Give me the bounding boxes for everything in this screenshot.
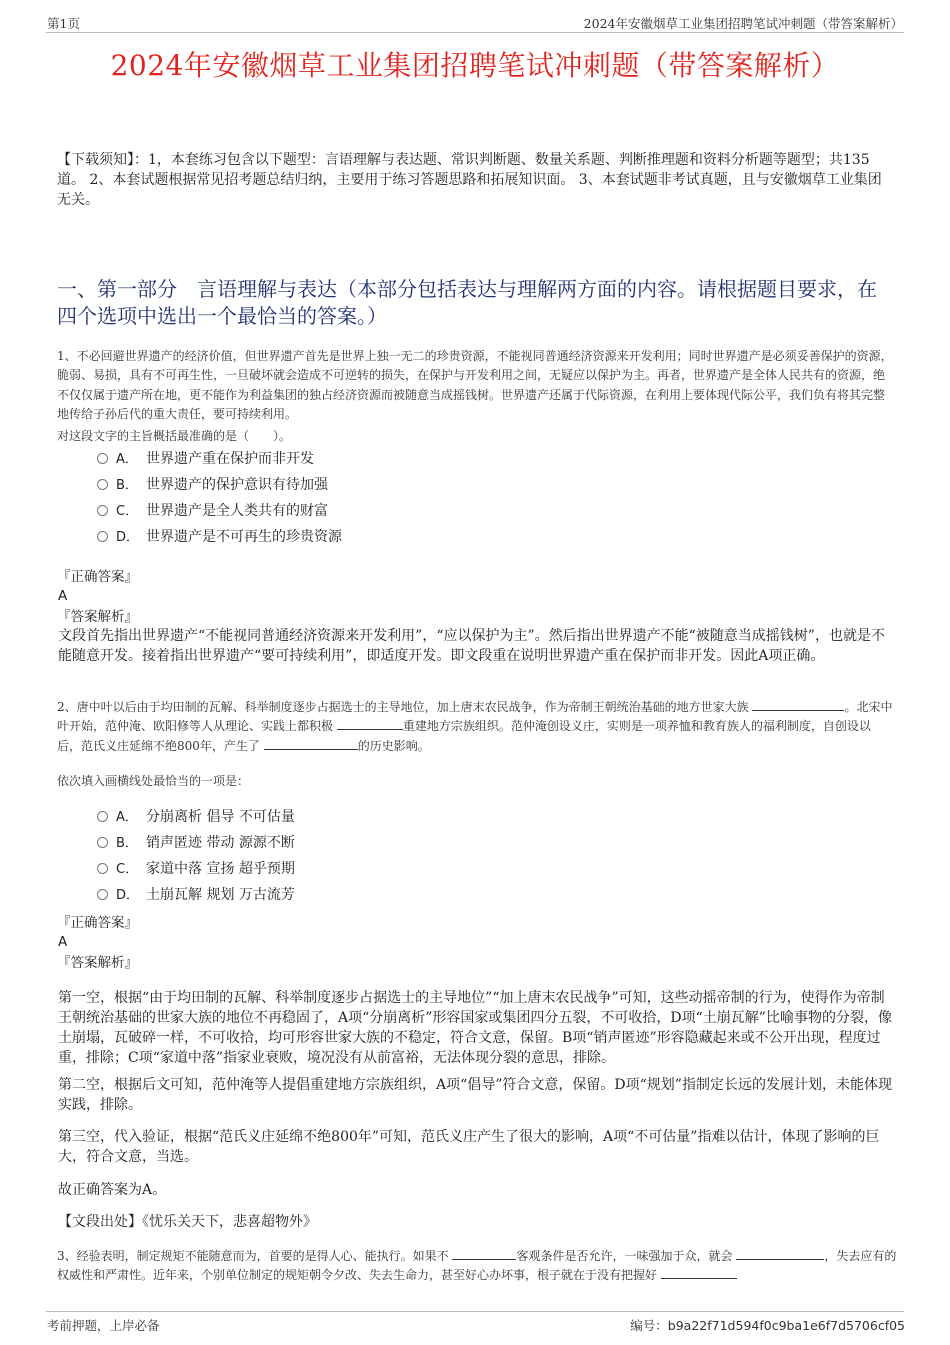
footer-slogan: 考前押题，上岸必备: [47, 1318, 160, 1333]
option-letter: B．: [116, 836, 138, 851]
radio-icon[interactable]: [97, 889, 108, 900]
footer-code-label: 编号：: [630, 1318, 668, 1333]
q2-answer-label: 『正确答案』: [57, 915, 138, 931]
radio-icon[interactable]: [97, 811, 108, 822]
q3-text-part: ，失去应有的权威性和严肃性。近年来，个别单位制定的规矩朝令夕改、失去生命力，甚至好心办坏事，根子就在于没有把握好: [57, 1249, 897, 1283]
q2-text-part: 2、唐中叶以后由于均田制的瓦解、科举制度逐步占据选士的主导地位，加上唐末农民战争，作为帝制王朝统治基础的地方世家大族: [57, 700, 749, 714]
section-heading: 一、第一部分 言语理解与表达（本部分包括表达与理解两方面的内容。请根据题目要求，在四个选项中选出一个最恰当的答案。）: [57, 277, 877, 328]
q1-option-c[interactable]: [97, 500, 328, 522]
q2-analysis-p2: 第二空，根据后文可知，范仲淹等人提倡重建地方宗族组织，A项“倡导”符合文意，保留。D项“规划”指制定长远的发展计划，未能体现实践，排除。: [58, 1077, 892, 1113]
q2-source: 【文段出处】《忧乐关天下，悲喜超物外》: [58, 1214, 317, 1230]
q1-option-a[interactable]: [97, 448, 314, 470]
q2-option-b[interactable]: [97, 832, 295, 854]
q1-option-b[interactable]: [97, 474, 328, 496]
question-3-text: [57, 1247, 897, 1286]
header-doc-title: 2024年安徽烟草工业集团招聘笔试冲刺题（带答案解析）: [583, 16, 903, 31]
fill-blank: [452, 1247, 516, 1260]
option-text: 分崩离析 倡导 不可估量: [146, 809, 295, 825]
fill-blank: [337, 717, 403, 730]
q1-analysis: 文段首先指出世界遗产“不能视同普通经济资源来开发利用”，“应以保护为主”。然后指出世界遗产不能“被随意当成摇钱树”，也就是不能随意开发。接着指出世界遗产“要可持续利用”，即适度开发。即文段重在说明世界遗产重在保护而非开发。因此A项正确。: [58, 628, 885, 664]
option-text: 土崩瓦解 规划 万古流芳: [146, 887, 295, 903]
radio-icon[interactable]: [97, 505, 108, 516]
q1-answer-label: 『正确答案』: [57, 569, 138, 585]
fill-blank: [752, 698, 844, 711]
q2-option-c[interactable]: [97, 858, 295, 880]
option-letter: B．: [116, 478, 138, 493]
option-letter: C．: [116, 862, 139, 877]
header-divider: [46, 32, 904, 33]
option-text: 世界遗产是不可再生的珍贵资源: [146, 529, 342, 545]
option-letter: D．: [116, 888, 140, 903]
page-title: 2024年安徽烟草工业集团招聘笔试冲刺题（带答案解析）: [110, 49, 840, 82]
radio-icon[interactable]: [97, 863, 108, 874]
download-notice: 【下载须知】：1，本套练习包含以下题型：言语理解与表达题、常识判断题、数量关系题、判断推理题和资料分析题等题型；共135道。 2、本套试题根据常见招考题总结归纳，主要用于练习答题思路和拓展知识面。 3、本套试题非考试真题，且与安徽烟草工业集团无关。: [57, 152, 882, 208]
q2-option-a[interactable]: [97, 806, 295, 828]
question-2-prompt: 依次填入画横线处最恰当的一项是：: [57, 774, 250, 788]
question-1-text: 1、不必回避世界遗产的经济价值，但世界遗产首先是世界上独一无二的珍贵资源，不能视同普通经济资源来开发利用；同时世界遗产是必须妥善保护的资源，脆弱、易损，具有不可再生性，一旦破坏就会造成不可逆转的损失，在保护与开发利用之间，无疑应以保护为主。再者，世界遗产是全体人民共有的资源，绝不仅仅属于遗产所在地，更不能作为利益集团的独占经济资源而被随意当成摇钱树。世界遗产还属于代际资源，在利用上要体现代际公平，我们负有将其完整地传给子孙后代的重大责任，要可持续利用。: [57, 349, 893, 422]
option-letter: C．: [116, 504, 139, 519]
option-letter: A．: [116, 452, 138, 467]
fill-blank: [264, 737, 358, 750]
q3-text-part: 3、经验表明，制定规矩不能随意而为，首要的是得人心、能执行。如果不: [57, 1249, 449, 1263]
radio-icon[interactable]: [97, 531, 108, 542]
q2-analysis-p4: 故正确答案为A。: [58, 1182, 167, 1198]
radio-icon[interactable]: [97, 479, 108, 490]
q2-text-part: 的历史影响。: [357, 738, 430, 753]
q2-analysis-p3: 第三空，代入验证，根据“范氏义庄延绵不绝800年”可知，范氏义庄产生了很大的影响，A项“不可估量”指难以估计，体现了影响的巨大，符合文意，当选。: [58, 1129, 880, 1165]
question-1-prompt: 对这段文字的主旨概括最准确的是（ ）。: [57, 429, 292, 443]
option-text: 世界遗产是全人类共有的财富: [146, 503, 328, 519]
q1-analysis-label: 『答案解析』: [57, 609, 138, 625]
q2-text-part: 重建地方宗族组织。范仲淹创设义庄，实则是一项养恤和教育族人的福利制度，自创设以后，范氏义庄延绵不绝800年，产生了: [57, 719, 871, 753]
option-text: 家道中落 宣扬 超乎预期: [146, 861, 295, 877]
q2-option-d[interactable]: [97, 884, 295, 906]
q1-option-d[interactable]: [97, 526, 342, 548]
option-letter: A．: [116, 810, 138, 825]
option-text: 世界遗产重在保护而非开发: [146, 451, 314, 467]
option-letter: D．: [116, 530, 140, 545]
footer-code-value: b9a22f71d594f0c9ba1e6f7d5706cf05: [667, 1318, 905, 1333]
radio-icon[interactable]: [97, 837, 108, 848]
option-text: 销声匿迹 带动 源源不断: [146, 835, 295, 851]
header-page-number: 第1页: [47, 16, 80, 31]
q2-analysis-p1: 第一空，根据“由于均田制的瓦解、科举制度逐步占据选士的主导地位”“加上唐末农民战争”可知，这些动摇帝制的行为，使得作为帝制王朝统治基础的世家大族的地位不再稳固了，A项“分崩离析”形容国家或集团四分五裂，不可收拾，D项“土崩瓦解”比喻事物的分裂，像土崩塌，瓦破碎一样，不可收拾，均可形容世家大族的不稳定，符合文意，保留。B项“销声匿迹”形容隐藏起来或不公开出现，程度过重，排除；C项“家道中落”指家业衰败，境况没有从前富裕，无法体现分裂的意思，排除。: [58, 990, 892, 1066]
question-2-text: [57, 698, 893, 756]
q1-answer: A: [58, 588, 68, 604]
fill-blank: [661, 1266, 737, 1279]
q3-text-part: 客观条件是否允许，一味强加于众，就会: [516, 1249, 733, 1263]
footer-code: [630, 1316, 905, 1334]
q2-analysis-label: 『答案解析』: [57, 955, 138, 971]
q2-answer: A: [58, 934, 68, 950]
option-text: 世界遗产的保护意识有待加强: [146, 477, 328, 493]
fill-blank: [736, 1247, 824, 1260]
footer-divider: [46, 1311, 904, 1312]
radio-icon[interactable]: [97, 453, 108, 464]
q2-text-part: 。北宋中叶开始，范仲淹、欧阳修等人从理论、实践上都积极: [57, 700, 893, 734]
